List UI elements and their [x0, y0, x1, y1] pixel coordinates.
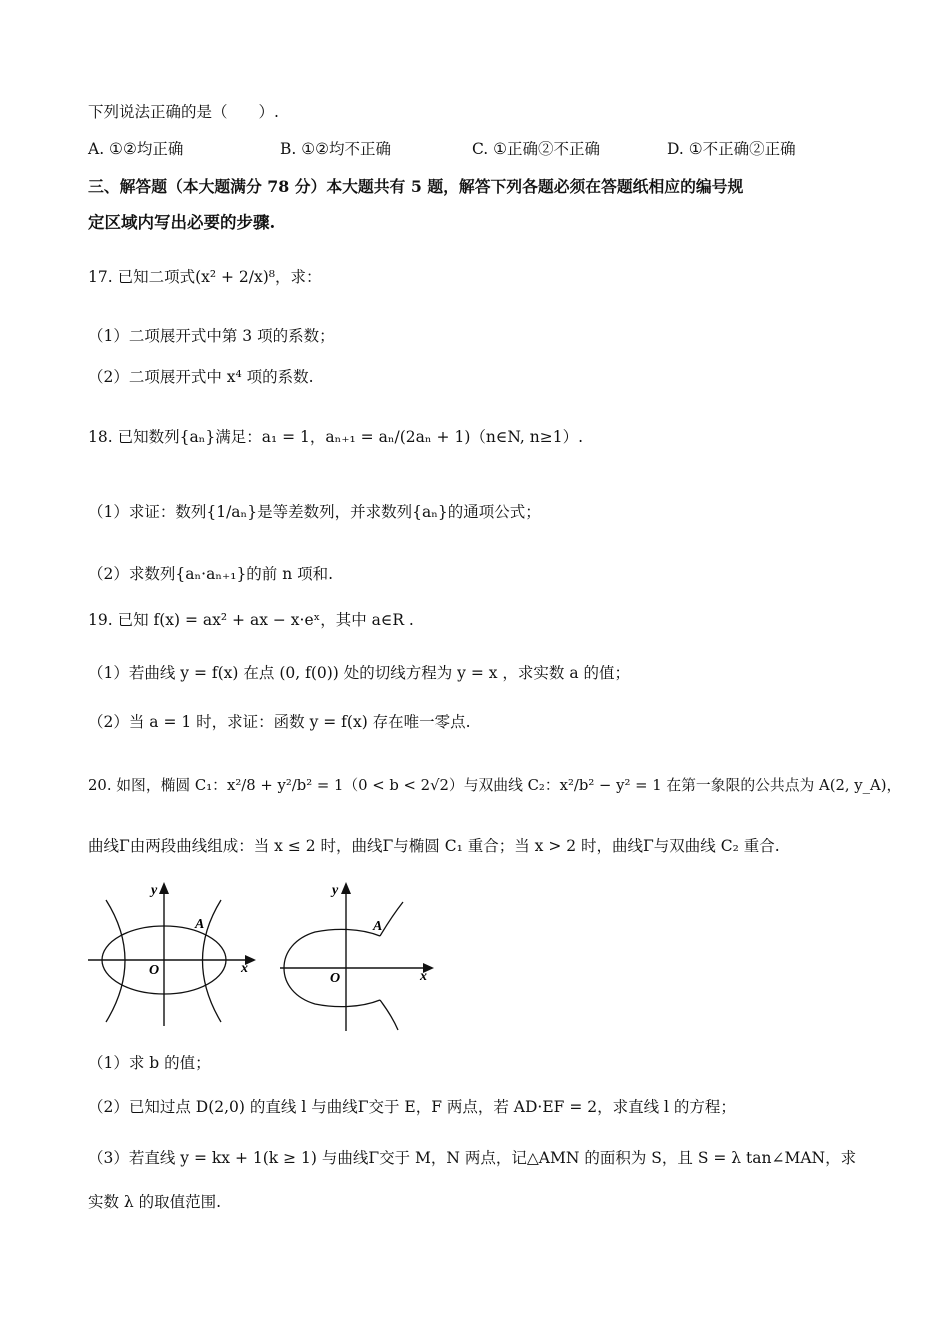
- option-c: C. ①正确②不正确: [472, 140, 601, 158]
- q19-part1: （1）若曲线 y = f(x) 在点 (0, f(0)) 处的切线方程为 y = x ，求实数 a 的值；: [88, 664, 631, 682]
- q18-stem: 18. 已知数列{aₙ}满足：a₁ = 1，aₙ₊₁ = aₙ/(2aₙ + 1)（n∈N, n≥1）.: [88, 428, 584, 446]
- q18-part2: （2）求数列{aₙ·aₙ₊₁}的前 n 项和.: [88, 565, 334, 583]
- q20-part3b: 实数 λ 的取值范围.: [88, 1193, 222, 1211]
- q17-part1: （1）二项展开式中第 3 项的系数；: [88, 327, 335, 345]
- option-a: A. ①②均正确: [88, 140, 184, 158]
- q20-part1: （1）求 b 的值；: [88, 1054, 211, 1072]
- q20-stem: 20. 如图，椭圆 C₁：x²/8 + y²/b² = 1（0 < b < 2√2）与双曲线 C₂：x²/b² − y² = 1 在第一象限的公共点为 A(2, y_A)，: [88, 777, 902, 794]
- section-heading-line1: 三、解答题（本大题满分 78 分）本大题共有 5 题，解答下列各题必须在答题纸相应的编号规: [88, 177, 744, 196]
- option-d: D. ①不正确②正确: [667, 140, 796, 158]
- q20-part3: （3）若直线 y = kx + 1(k ≥ 1) 与曲线Γ交于 M，N 两点，记△AMN 的面积为 S，且 S = λ tan∠MAN，求: [88, 1149, 857, 1167]
- fig1-origin-label: O: [149, 963, 160, 978]
- figure-ellipse-hyperbola: [88, 876, 268, 1036]
- fig1-point-a-label: A: [195, 917, 205, 932]
- ellipse-hyperbola-diagram: [88, 876, 268, 1036]
- q20-part2: （2）已知过点 D(2,0) 的直线 l 与曲线Γ交于 E，F 两点，若 AD·EF = 2，求直线 l 的方程；: [88, 1098, 736, 1116]
- q17-stem: 17. 已知二项式(x² + 2/x)⁸，求：: [88, 268, 322, 286]
- section-heading-line2: 定区域内写出必要的步骤.: [88, 213, 276, 232]
- fig2-origin-label: O: [330, 971, 341, 986]
- fig1-x-label: x: [241, 961, 248, 976]
- figure-curve-gamma: [270, 876, 445, 1036]
- fig2-x-label: x: [420, 969, 427, 984]
- fig2-y-label: y: [332, 883, 339, 898]
- option-b: B. ①②均不正确: [280, 140, 392, 158]
- fig1-y-label: y: [151, 883, 158, 898]
- q17-part2: （2）二项展开式中 x⁴ 项的系数.: [88, 368, 314, 386]
- q18-part1: （1）求证：数列{1/aₙ}是等差数列，并求数列{aₙ}的通项公式；: [88, 503, 541, 521]
- intro-text: 下列说法正确的是（ ）.: [88, 103, 279, 121]
- q20-stem2: 曲线Γ由两段曲线组成：当 x ≤ 2 时，曲线Γ与椭圆 C₁ 重合；当 x > 2 时，曲线Γ与双曲线 C₂ 重合.: [88, 837, 780, 855]
- curve-gamma-diagram: [270, 876, 445, 1036]
- q19-part2: （2）当 a = 1 时，求证：函数 y = f(x) 存在唯一零点.: [88, 713, 471, 731]
- q19-stem: 19. 已知 f(x) = ax² + ax − x·eˣ，其中 a∈R .: [88, 611, 414, 629]
- fig2-point-a-label: A: [373, 919, 383, 934]
